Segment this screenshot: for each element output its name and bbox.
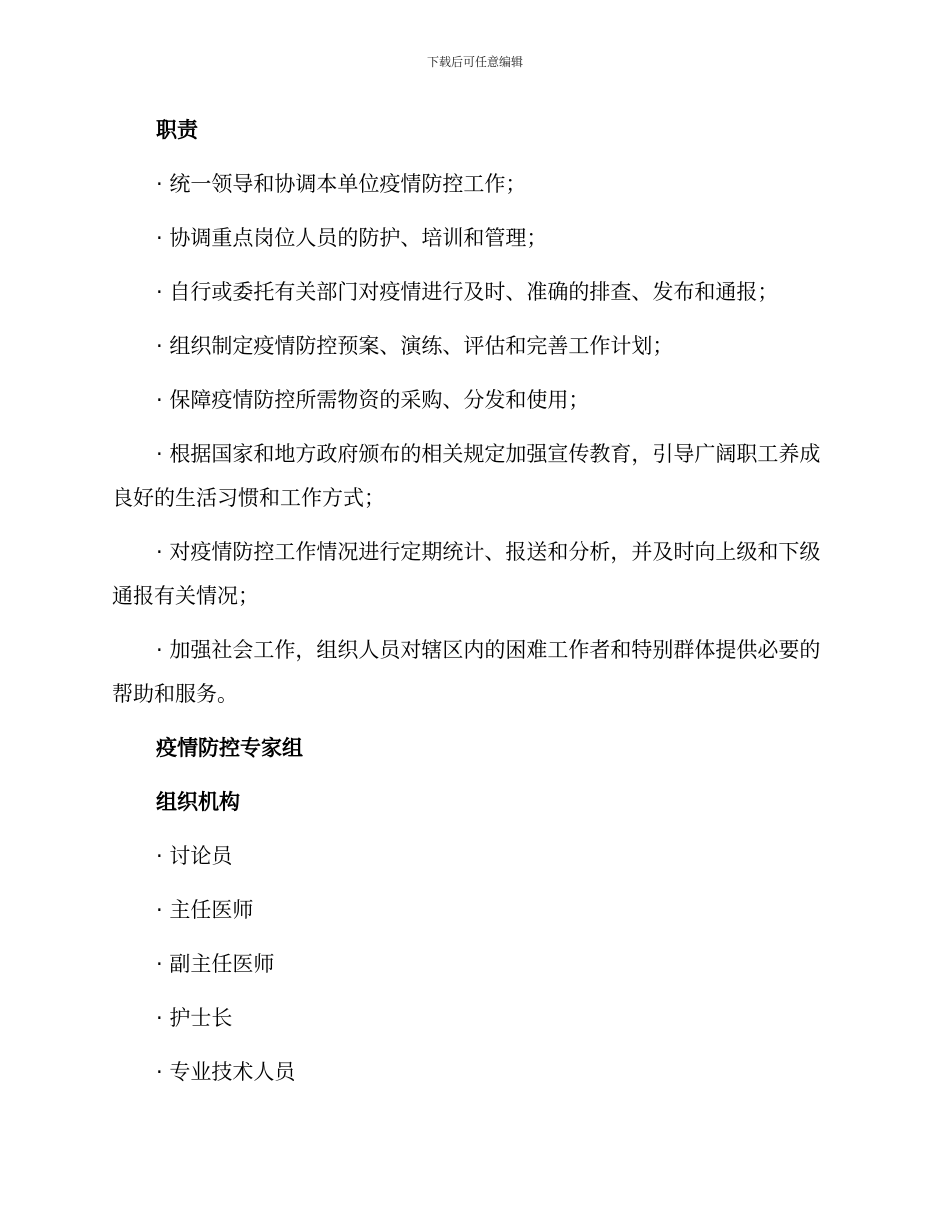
expert-group-heading: 疫情防控专家组 [156, 736, 303, 760]
duty-item: · 加强社会工作，组织人员对辖区内的困难工作者和特别群体提供必要的帮助和服务。 [112, 638, 821, 706]
organization-heading: 组织机构 [156, 790, 240, 814]
document-body [112, 108, 822, 1104]
member-item: · 副主任医师 [156, 952, 275, 976]
member-item: · 护士长 [156, 1006, 233, 1030]
member-item: · 主任医师 [156, 898, 254, 922]
duty-item: · 保障疫情防控所需物资的采购、分发和使用； [156, 388, 590, 412]
duty-item: · 组织制定疫情防控预案、演练、评估和完善工作计划； [156, 334, 674, 358]
duty-item: · 统一领导和协调本单位疫情防控工作； [156, 172, 527, 196]
duties-heading: 职责 [156, 118, 198, 142]
page-header: 下载后可任意编辑 [426, 55, 523, 69]
duty-item: · 自行或委托有关部门对疫情进行及时、准确的排查、发布和通报； [156, 280, 779, 304]
duty-item: · 协调重点岗位人员的防护、培训和管理； [156, 226, 548, 250]
duty-item: · 根据国家和地方政府颁布的相关规定加强宣传教育，引导广阔职工养成良好的生活习惯和工作方式； [112, 442, 821, 510]
member-item: · 专业技术人员 [156, 1060, 296, 1084]
duty-item: · 对疫情防控工作情况进行定期统计、报送和分析，并及时向上级和下级通报有关情况； [112, 540, 821, 608]
member-item: · 讨论员 [156, 844, 233, 868]
